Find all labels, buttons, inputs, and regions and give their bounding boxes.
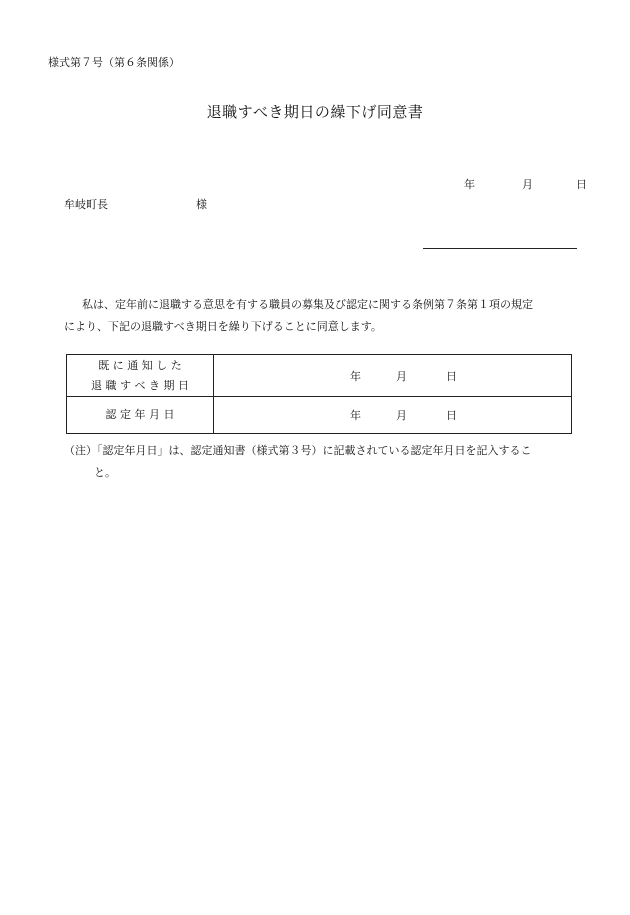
signature-line[interactable] <box>423 248 577 249</box>
certification-date-field[interactable] <box>214 397 572 434</box>
addressee-honorific: 様 <box>196 198 207 211</box>
note <box>64 440 578 484</box>
month-label: 月 <box>396 409 407 422</box>
table-row <box>67 397 572 434</box>
date-day: 日 <box>576 178 587 191</box>
date-month: 月 <box>522 178 533 191</box>
day-label: 日 <box>446 409 457 422</box>
consent-statement-line1: 私は、定年前に退職する意思を有する職員の募集及び認定に関する条例第７条第１項の規定 <box>82 298 533 311</box>
addressee <box>64 196 207 212</box>
date-year: 年 <box>464 178 475 191</box>
note-line2: と。 <box>94 466 116 479</box>
notified-retirement-date-label <box>67 355 214 397</box>
date-line <box>464 176 587 192</box>
day-label: 日 <box>446 369 457 383</box>
document-title: 退職すべき期日の繰下げ同意書 <box>206 103 424 121</box>
certification-date-label: 認 定 年 月 日 <box>67 397 214 434</box>
year-label: 年 <box>350 369 361 383</box>
year-label: 年 <box>350 409 361 422</box>
consent-statement-line2: により、下記の退職すべき期日を繰り下げることに同意します。 <box>64 320 382 333</box>
table-row <box>67 355 572 397</box>
consent-statement <box>64 294 580 338</box>
details-table <box>66 354 572 434</box>
notified-retirement-date-field[interactable] <box>214 355 572 397</box>
notified-retirement-date-label-line2: 退 職 す べ き 期 日 <box>91 378 189 392</box>
addressee-name: 牟岐町長 <box>64 198 108 211</box>
month-label: 月 <box>396 369 407 383</box>
form-number: 様式第７号（第６条関係） <box>48 56 180 69</box>
note-line1: （注）「認定年月日」は、認定通知書（様式第３号）に記載されている認定年月日を記入するこ <box>64 444 532 457</box>
notified-retirement-date-label-line1: 既 に 通 知 し た <box>98 358 182 372</box>
